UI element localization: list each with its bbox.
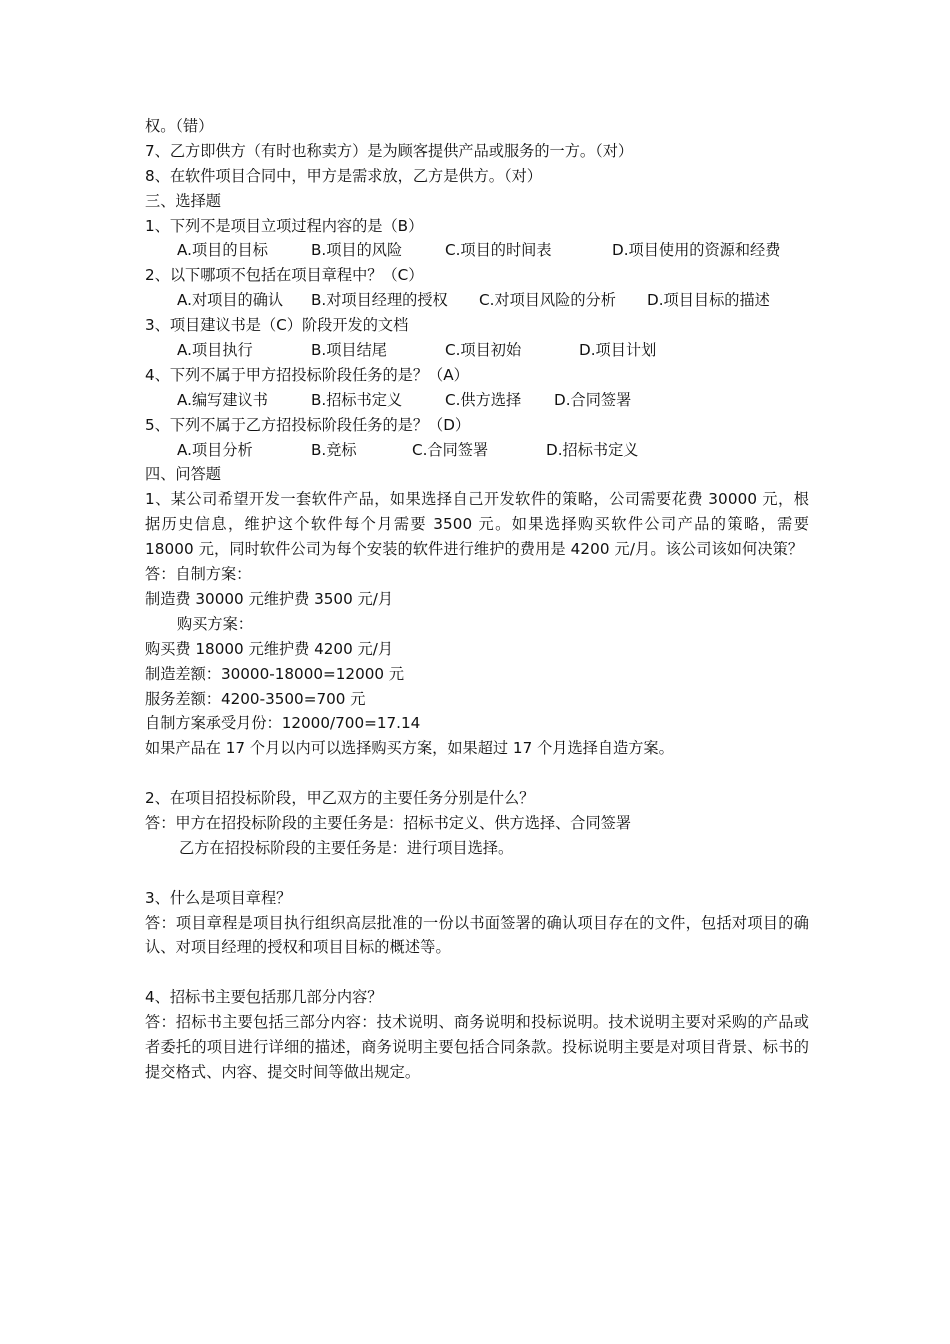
qa-answer-4: 答：招标书主要包括三部分内容：技术说明、商务说明和投标说明。技术说明主要对采购的产品或者委托的项目进行详细的描述，商务说明主要包括合同条款。投标说明主要是对项目背景、标书的提交格式、内容、提交时间等做出规定。 (145, 1013, 809, 1081)
blank-line (145, 761, 809, 786)
option-d: D.合同签署 (554, 390, 632, 409)
qa-question-2: 2、在项目招投标阶段，甲乙双方的主要任务分别是什么？ (145, 789, 535, 808)
option-c: C.项目初始 (445, 341, 522, 360)
qa-answer-3: 答：项目章程是项目执行组织高层批准的一份以书面签署的确认项目存在的文件，包括对项目的确认、对项目经理的授权和项目目标的概述等。 (145, 913, 809, 957)
qa-answer-1-line: 制造费 30000 元维护费 3500 元/月 (145, 589, 394, 608)
choice-question-3: 3、项目建议书是（C）阶段开发的文档 (145, 316, 409, 335)
option-a: A.项目执行 (177, 341, 253, 360)
choice-options-2 (145, 288, 809, 313)
option-d: D.招标书定义 (546, 440, 639, 459)
choice-options-1 (145, 238, 809, 263)
qa-question-4: 4、招标书主要包括那几部分内容？ (145, 988, 383, 1007)
qa-answer-1-line: 自制方案承受月份：12000/700=17.14 (145, 714, 421, 733)
option-b: B.对项目经理的授权 (311, 291, 448, 310)
qa-question-1: 1、某公司希望开发一套软件产品，如果选择自己开发软件的策略，公司需要花费 30000 元，根据历史信息，维护这个软件每个月需要 3500 元。如果选择购买软件公司产品的策略，需要 18000 元，同时软件公司为每个安装的软件进行维护的费用是 4200 元/月。该公司该如何决策？ (145, 490, 809, 559)
option-a: A.对项目的确认 (177, 291, 284, 310)
qa-answer-1-line: 如果产品在 17 个月以内可以选择购买方案，如果超过 17 个月选择自造方案。 (145, 739, 674, 758)
option-b: B.项目结尾 (311, 341, 387, 360)
choice-question-1: 1、下列不是项目立项过程内容的是（B） (145, 216, 424, 235)
qa-answer-1-line: 制造差额：30000-18000=12000 元 (145, 664, 405, 683)
choice-question-5: 5、下列不属于乙方招投标阶段任务的是？（D） (145, 415, 471, 434)
choice-options-4 (145, 388, 809, 413)
choice-question-4: 4、下列不属于甲方招投标阶段任务的是？（A） (145, 365, 469, 384)
qa-answer-1-line: 购买方案： (177, 614, 253, 633)
choice-options-3 (145, 338, 809, 363)
judgement-8: 8、在软件项目合同中，甲方是需求放，乙方是供方。（对） (145, 166, 542, 185)
judgement-6-tail: 权。（错） (145, 117, 214, 135)
qa-answer-1-line: 服务差额：4200-3500=700 元 (145, 689, 366, 708)
judgement-7: 7、乙方即供方（有时也称卖方）是为顾客提供产品或服务的一方。（对） (145, 141, 634, 160)
qa-answer-2-line: 答：甲方在招投标阶段的主要任务是：招标书定义、供方选择、合同签署 (145, 813, 631, 832)
blank-line (145, 861, 809, 886)
blank-line (145, 960, 809, 985)
option-a: A.项目的目标 (177, 241, 268, 260)
option-b: B.招标书定义 (311, 390, 403, 409)
option-b: B.项目的风险 (311, 241, 403, 260)
qa-question-3: 3、什么是项目章程？ (145, 888, 292, 907)
qa-answer-1-line: 答：自制方案： (145, 565, 252, 584)
option-a: A.项目分析 (177, 440, 253, 459)
qa-answer-1-line: 购买费 18000 元维护费 4200 元/月 (145, 639, 394, 658)
section-title-qa: 四、问答题 (145, 465, 221, 484)
choice-options-5 (145, 438, 809, 463)
option-b: B.竞标 (311, 440, 357, 459)
option-c: C.合同签署 (412, 440, 489, 459)
option-c: C.对项目风险的分析 (479, 291, 616, 310)
option-c: C.项目的时间表 (445, 241, 552, 260)
choice-question-2: 2、以下哪项不包括在项目章程中？（C） (145, 266, 424, 285)
document-body (145, 114, 809, 1085)
section-title-choice: 三、选择题 (145, 191, 221, 210)
option-d: D.项目目标的描述 (647, 291, 770, 310)
option-d: D.项目使用的资源和经费 (612, 241, 781, 260)
option-a: A.编写建议书 (177, 390, 268, 409)
option-c: C.供方选择 (445, 390, 522, 409)
qa-answer-2-line: 乙方在招投标阶段的主要任务是：进行项目选择。 (179, 838, 514, 857)
option-d: D.项目计划 (579, 341, 657, 360)
